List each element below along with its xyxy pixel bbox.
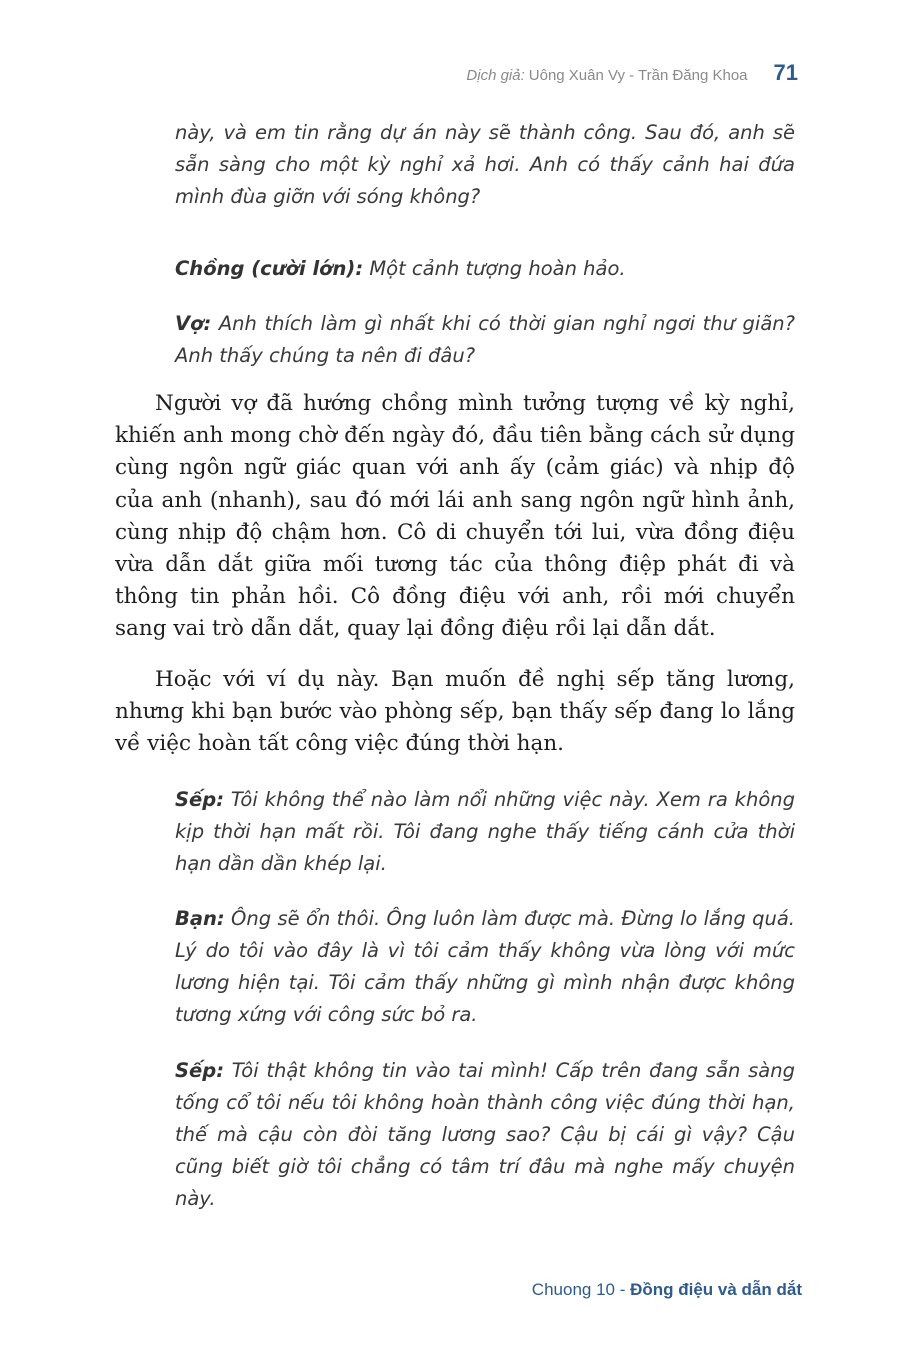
chapter-number: Chuong 10 - <box>531 1280 631 1299</box>
body-paragraph: Người vợ đã hướng chồng mình tưởng tượng về kỳ nghỉ, khiến anh mong chờ đến ngày đó, đầu tiên bằng cách sử dụng cùng ngôn ngữ giác quan với anh ấy (cảm giác) và nhịp độ của anh (nhanh), sau đó mới lái anh sang ngôn ngữ hình ảnh, cùng nhịp độ chậm hơn. Cô di chuyển tới lui, vừa đồng điệu vừa dẫn dắt giữa mối tương tác của thông điệp phát đi và thông tin phản hồi. Cô đồng điệu với anh, rồi mới chuyển sang vai trò dẫn dắt, quay lại đồng điệu rồi lại dẫn dắt. <box>115 391 795 642</box>
dialogue-text: này, và em tin rằng dự án này sẽ thành công. Sau đó, anh sẽ sẵn sàng cho một kỳ nghỉ xả hơi. Anh có thấy cảnh hai đứa mình đùa giỡn với sóng không? <box>175 121 795 208</box>
dialogue-line <box>175 784 795 880</box>
dialogue-text: Một cảnh tượng hoàn hảo. <box>363 257 626 280</box>
speaker: Sếp: <box>175 788 225 811</box>
dialogue-text: Ông sẽ ổn thôi. Ông luôn làm được mà. Đừng lo lắng quá. Lý do tôi vào đây là vì tôi cảm thấy không vừa lòng với mức lương hiện tại. Tôi cảm thấy những gì mình nhận được không tương xứng với công sức bỏ ra. <box>175 907 795 1026</box>
speaker: Chồng (cười lớn): <box>175 257 364 280</box>
dialogue-text: Tôi thật không tin vào tai mình! Cấp trên đang sẵn sàng tống cổ tôi nếu tôi không hoàn thành công việc đúng thời hạn, thế mà cậu còn đòi tăng lương sao? Cậu bị cái gì vậy? Cậu cũng biết giờ tôi chẳng có tâm trí đâu mà nghe mấy chuyện này. <box>175 1059 795 1210</box>
speaker: Bạn: <box>175 907 225 930</box>
translator-names: Uông Xuân Vy - Trần Đăng Khoa <box>528 67 748 84</box>
page-number: 71 <box>773 60 798 85</box>
running-footer <box>532 1280 802 1300</box>
body-paragraph: Hoặc với ví dụ này. Bạn muốn đề nghị sếp tăng lương, nhưng khi bạn bước vào phòng sếp, bạn thấy sếp đang lo lắng về việc hoàn tất công việc đúng thời hạn. <box>115 667 795 757</box>
dialogue-line <box>175 253 795 285</box>
running-header <box>466 60 798 86</box>
speaker: Vợ: <box>175 312 212 335</box>
dialogue-line <box>175 117 795 213</box>
translator-role: Dịch giả: <box>466 67 525 84</box>
dialogue-text: Anh thích làm gì nhất khi có thời gian nghỉ ngơi thư giãn? Anh thấy chúng ta nên đi đâu? <box>175 312 795 367</box>
dialogue-line <box>175 903 795 1031</box>
dialogue-text: Tôi không thể nào làm nổi những việc này. Xem ra không kịp thời hạn mất rồi. Tôi đang nghe thấy tiếng cánh cửa thời hạn dần dần khép lại. <box>175 788 795 875</box>
dialogue-line <box>175 308 795 372</box>
speaker: Sếp: <box>175 1059 225 1082</box>
chapter-title: Đồng điệu và dẫn dắt <box>630 1280 802 1299</box>
dialogue-line <box>175 1055 795 1215</box>
